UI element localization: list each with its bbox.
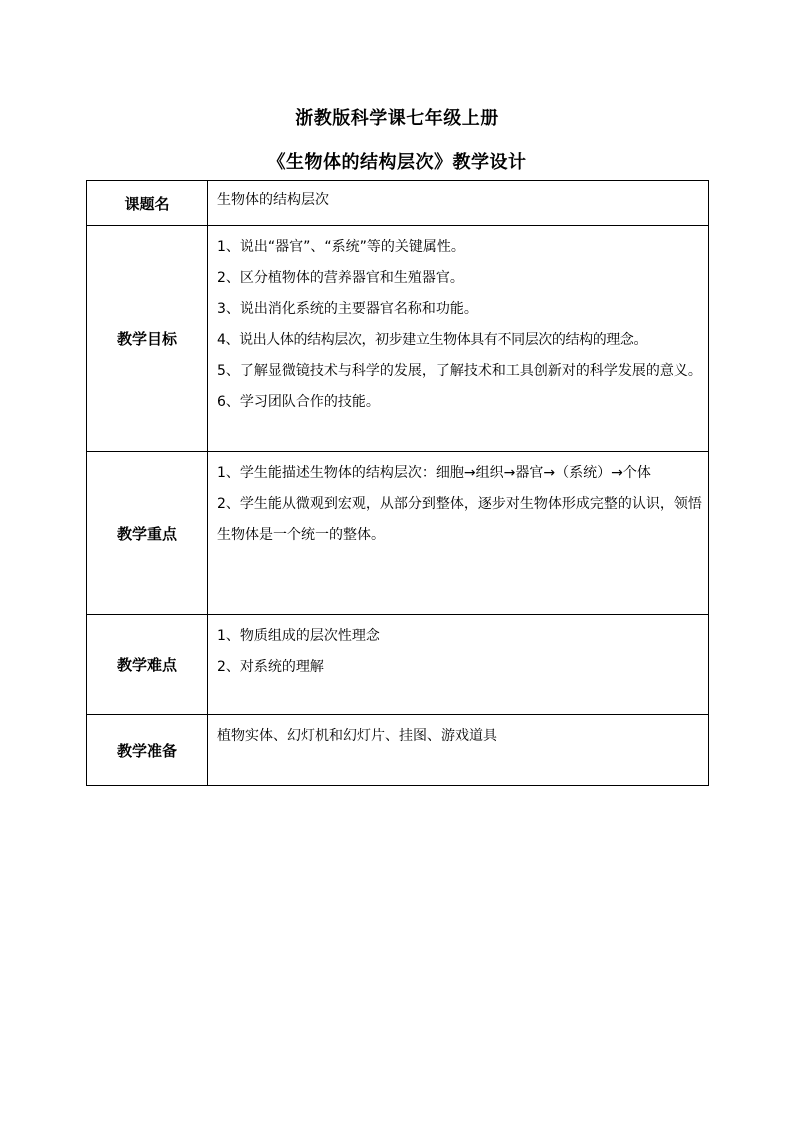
preparation-label: 教学准备 (87, 715, 208, 786)
document-title: 浙教版科学课七年级上册 (295, 108, 499, 129)
goal-item: 5、了解显微镜技术与科学的发展，了解技术和工具创新对的科学发展的意义。 (217, 363, 702, 379)
difficulties-label: 教学难点 (87, 615, 208, 715)
table-row-preparation (87, 715, 709, 786)
topic-text: 生物体的结构层次 (217, 192, 329, 208)
goals-content (208, 226, 709, 452)
key-points-label: 教学重点 (87, 452, 208, 615)
topic-value (208, 181, 709, 226)
preparation-content (208, 715, 709, 786)
key-point-item: 2、学生能从微观到宏观，从部分到整体，逐步对生物体形成完整的认识，领悟生物体是一个统一的整体。 (217, 496, 702, 543)
goal-item: 4、说出人体的结构层次，初步建立生物体具有不同层次的结构的理念。 (217, 332, 648, 348)
goal-item: 3、说出消化系统的主要器官名称和功能。 (217, 301, 478, 317)
table-row-key-points (87, 452, 709, 615)
document-subtitle: 《生物体的结构层次》教学设计 (267, 152, 527, 173)
key-point-item: 1、学生能描述生物体的结构层次：细胞→组织→器官→（系统）→个体 (217, 465, 651, 481)
topic-label: 课题名 (87, 181, 208, 226)
goal-item: 2、区分植物体的营养器官和生殖器官。 (217, 270, 464, 286)
key-points-content (208, 452, 709, 615)
difficulties-content (208, 615, 709, 715)
lesson-plan-table (86, 180, 709, 786)
goal-item: 6、学习团队合作的技能。 (217, 394, 380, 410)
table-row-difficulties (87, 615, 709, 715)
table-row-topic (87, 181, 709, 226)
difficulty-item: 1、物质组成的层次性理念 (217, 628, 380, 644)
goal-item: 1、说出“器官”、“系统”等的关键属性。 (217, 239, 465, 255)
difficulty-item: 2、对系统的理解 (217, 659, 324, 675)
table-row-goals (87, 226, 709, 452)
preparation-text: 植物实体、幻灯机和幻灯片、挂图、游戏道具 (217, 728, 497, 744)
goals-label: 教学目标 (87, 226, 208, 452)
